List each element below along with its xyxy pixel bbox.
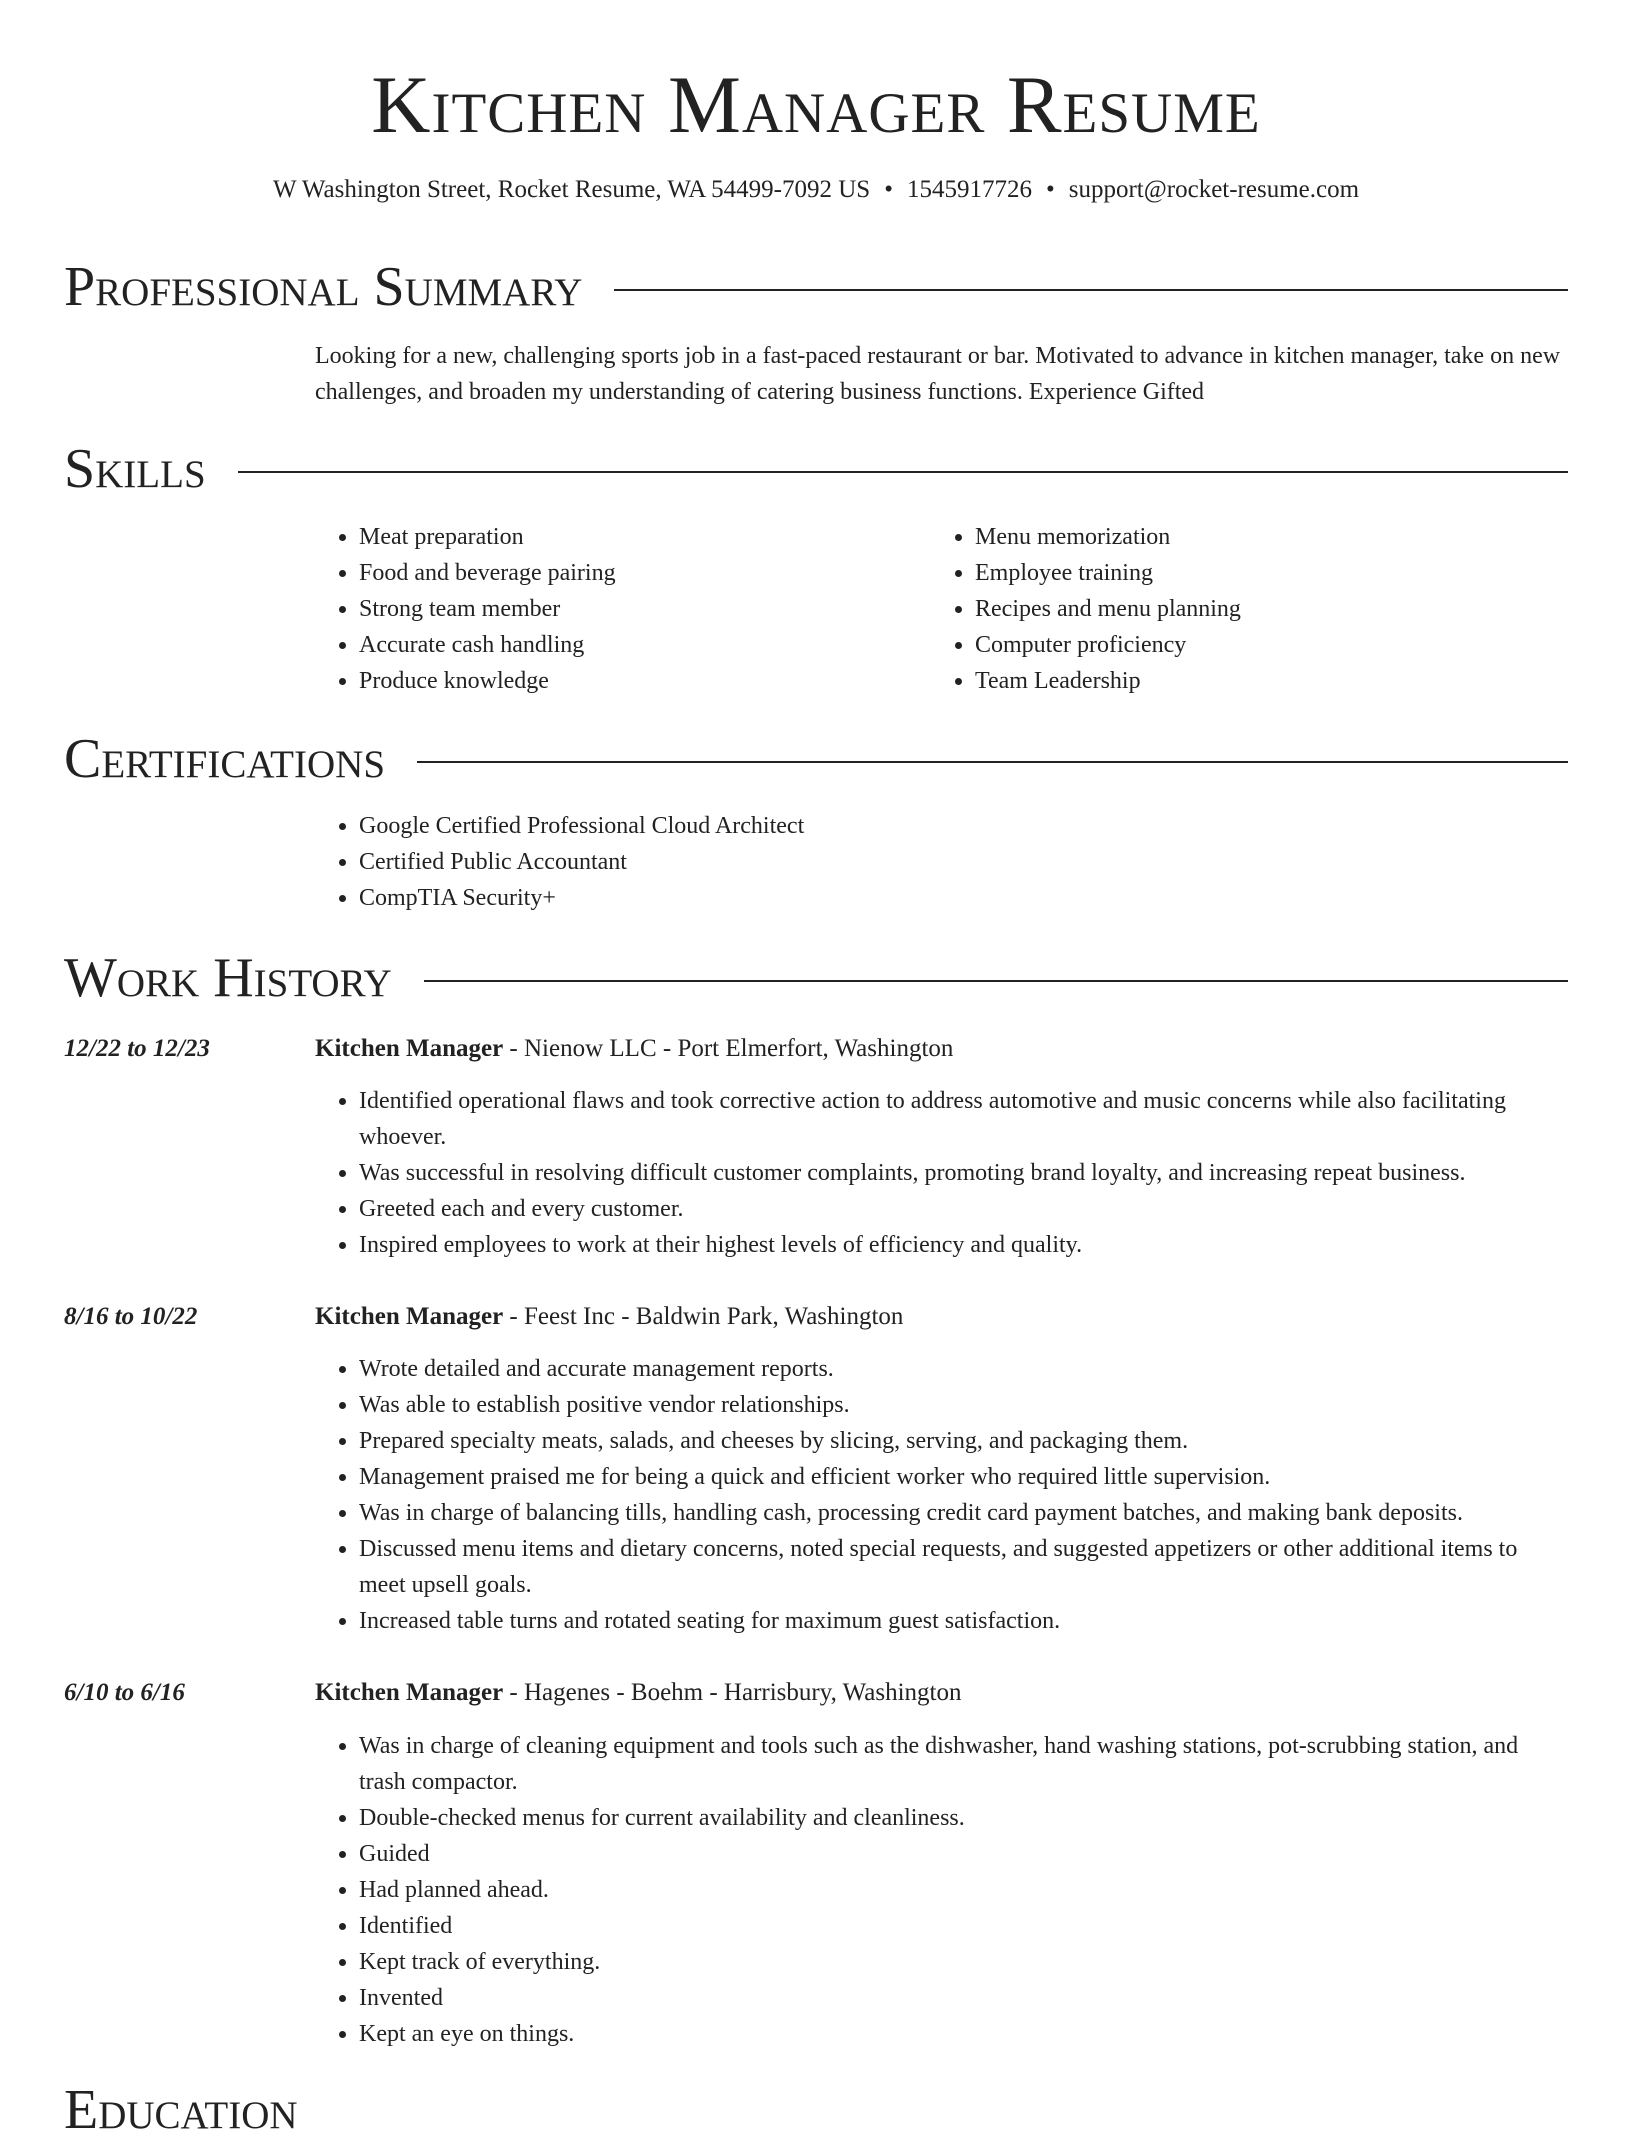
contact-separator: •: [884, 176, 893, 203]
contact-address: W Washington Street, Rocket Resume, WA 54499-7092 US: [272, 176, 871, 203]
job-duty-item: • Guided: [359, 1836, 1568, 1872]
job-duties: [315, 1083, 1568, 1263]
resume-title: Kitchen Manager Resume: [371, 59, 1261, 150]
section-header-skills: [64, 437, 1568, 501]
resume-page: [64, 0, 1568, 2141]
skills-column-right: [931, 519, 1491, 699]
job-company-location: - Feest Inc - Baldwin Park, Washington: [503, 1303, 904, 1330]
job-duty-item: • Was in charge of balancing tills, handling cash, processing credit card payment batches, and making bank deposits.: [359, 1495, 1568, 1531]
section-title-summary: Professional Summary: [64, 256, 583, 318]
skills-column-left: [315, 519, 875, 699]
skill-item: • Meat preparation: [359, 519, 875, 555]
section-header-summary: [64, 255, 1568, 319]
job-duty-item: • Was able to establish positive vendor relationships.: [359, 1387, 1568, 1423]
section-title-education: Education: [64, 2079, 298, 2141]
section-title-certifications: Certifications: [64, 728, 386, 790]
job-header: [315, 1675, 1568, 1711]
certifications-list: [315, 808, 1568, 916]
job-duty-item: • Identified operational flaws and took corrective action to address automotive and music concerns while also facilitating whoever.: [359, 1083, 1568, 1155]
skill-item: • Computer proficiency: [975, 627, 1491, 663]
job-duties: [315, 1728, 1568, 2052]
skill-item: • Accurate cash handling: [359, 627, 875, 663]
job-duty-item: • Greeted each and every customer.: [359, 1191, 1568, 1227]
contact-email[interactable]: support@rocket-resume.com: [1068, 176, 1360, 203]
section-title-skills: Skills: [64, 438, 206, 500]
skill-item: • Team Leadership: [975, 663, 1491, 699]
job-duty-item: • Prepared specialty meats, salads, and cheeses by slicing, serving, and packaging them.: [359, 1423, 1568, 1459]
job-dates: 12/22 to 12/23: [64, 1035, 210, 1062]
contact-line: [64, 175, 1568, 205]
job-dates: 8/16 to 10/22: [64, 1303, 198, 1330]
certification-item: • Google Certified Professional Cloud Architect: [359, 808, 1568, 844]
certification-item: • Certified Public Accountant: [359, 844, 1568, 880]
section-header-education: [64, 2078, 1568, 2142]
skill-item: • Food and beverage pairing: [359, 555, 875, 591]
job-dates: 6/10 to 6/16: [64, 1679, 185, 1706]
job-duty-item: • Kept track of everything.: [359, 1944, 1568, 1980]
section-title-work-history: Work History: [64, 947, 392, 1009]
job-title: Kitchen Manager: [315, 1035, 504, 1062]
skill-item: • Strong team member: [359, 591, 875, 627]
job-company-location: - Hagenes - Boehm - Harrisbury, Washington: [503, 1679, 962, 1706]
section-divider: [424, 980, 1568, 982]
job-header: [315, 1299, 1568, 1335]
job-title: Kitchen Manager: [315, 1303, 504, 1330]
job-header: [315, 1031, 1568, 1067]
skill-item: • Recipes and menu planning: [975, 591, 1491, 627]
job-duty-item: • Management praised me for being a quick and efficient worker who required little supervision.: [359, 1459, 1568, 1495]
job-duty-item: • Wrote detailed and accurate management reports.: [359, 1351, 1568, 1387]
job-duty-item: • Increased table turns and rotated seating for maximum guest satisfaction.: [359, 1603, 1568, 1639]
job-duties: [315, 1351, 1568, 1639]
section-divider: [238, 471, 1568, 473]
contact-phone: 1545917726: [906, 176, 1032, 203]
contact-separator: •: [1045, 176, 1055, 203]
skill-item: • Employee training: [975, 555, 1491, 591]
skill-item: • Produce knowledge: [359, 663, 875, 699]
section-divider: [614, 289, 1568, 291]
skill-item: • Menu memorization: [975, 519, 1491, 555]
job-duty-item: • Had planned ahead.: [359, 1872, 1568, 1908]
job-duty-item: • Was successful in resolving difficult customer complaints, promoting brand loyalty, and increasing repeat business.: [359, 1155, 1568, 1191]
certification-item: • CompTIA Security+: [359, 880, 1568, 916]
section-header-certifications: [64, 727, 1568, 791]
job-duty-item: • Inspired employees to work at their highest levels of efficiency and quality.: [359, 1227, 1568, 1263]
section-divider: [417, 761, 1568, 763]
job-duty-item: • Was in charge of cleaning equipment and tools such as the dishwasher, hand washing stations, pot-scrubbing station, and trash compactor.: [359, 1728, 1568, 1800]
job-company-location: - Nienow LLC - Port Elmerfort, Washington: [503, 1035, 954, 1062]
job-duty-item: • Identified: [359, 1908, 1568, 1944]
summary-text: Looking for a new, challenging sports job in a fast-paced restaurant or bar. Motivated to advance in kitchen manager, take on new challenges, and broaden my understanding of catering business functions. Experience Gifted: [315, 343, 1561, 405]
job-duty-item: • Kept an eye on things.: [359, 2016, 1568, 2052]
job-title: Kitchen Manager: [315, 1679, 504, 1706]
job-duty-item: • Discussed menu items and dietary concerns, noted special requests, and suggested appetizers or other additional items to meet upsell goals.: [359, 1531, 1568, 1603]
job-duty-item: • Double-checked menus for current availability and cleanliness.: [359, 1800, 1568, 1836]
section-header-work-history: [64, 946, 1568, 1010]
job-duty-item: • Invented: [359, 1980, 1568, 2016]
